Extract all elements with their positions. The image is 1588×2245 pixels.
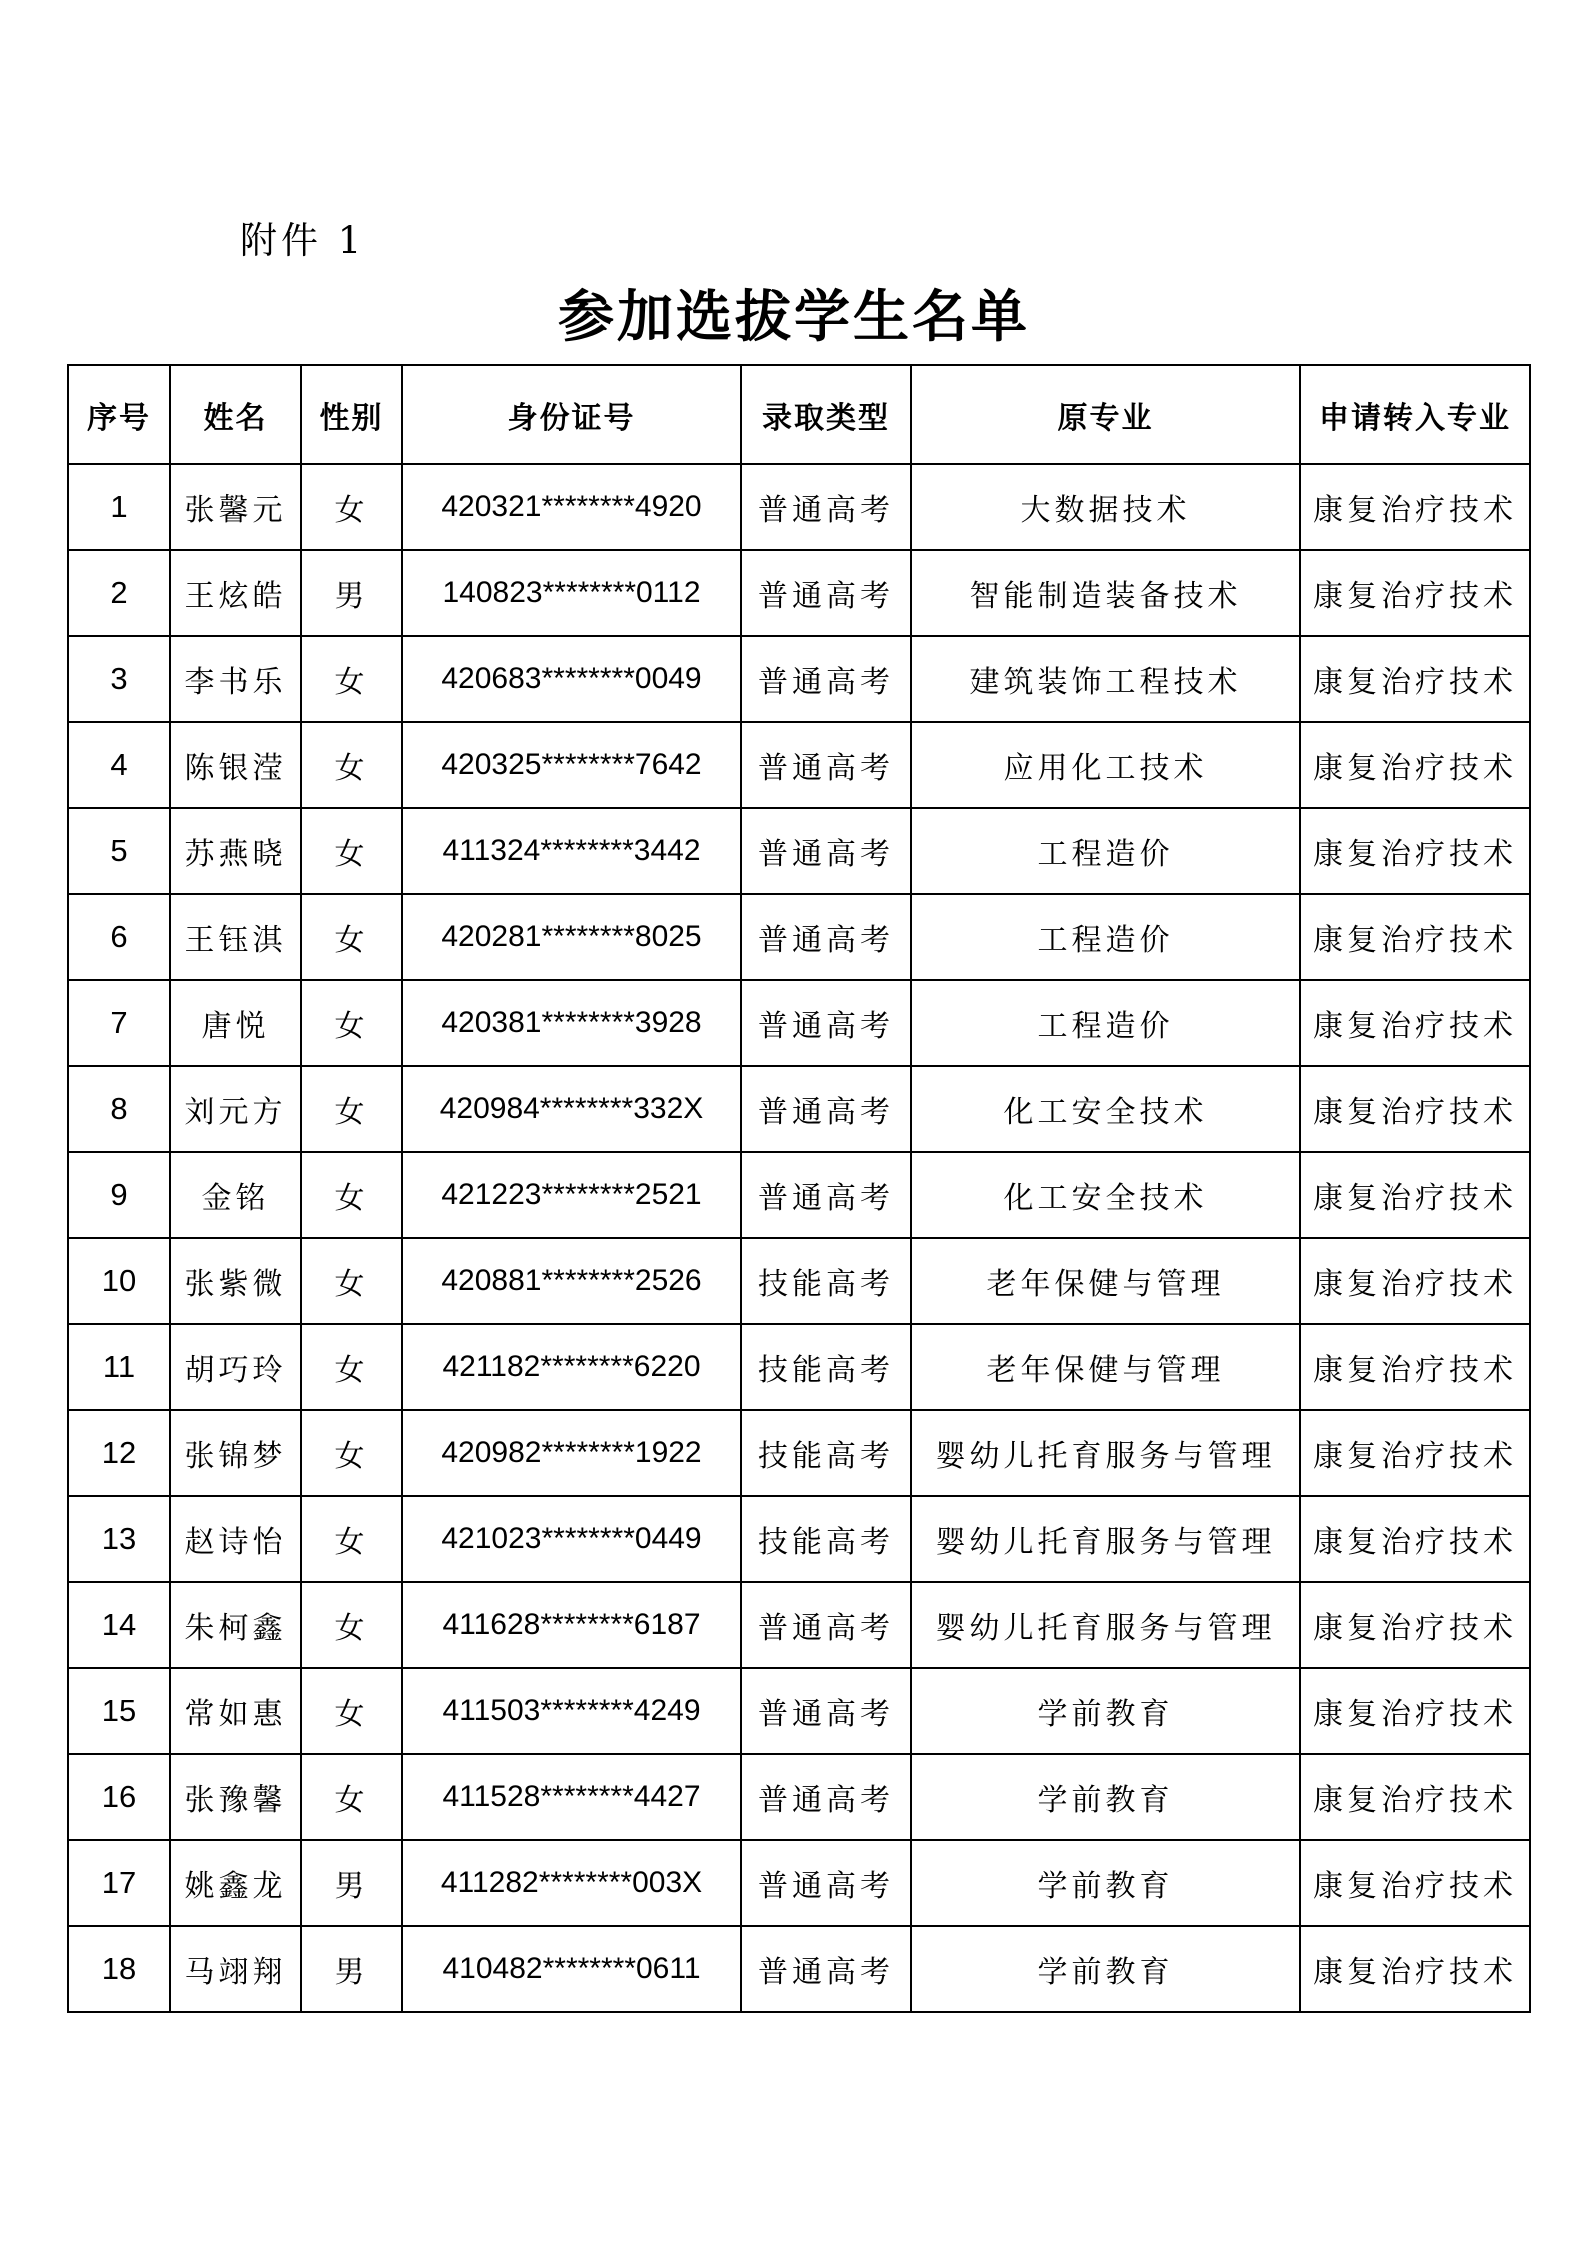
cell-gender: 女 [301,1410,402,1496]
cell-original-major: 工程造价 [911,980,1300,1066]
table-row [68,894,1530,980]
cell-admission-type: 普通高考 [741,1582,911,1668]
cell-id-number: 420281********8025 [402,894,741,980]
cell-target-major: 康复治疗技术 [1300,1152,1530,1238]
table-row [68,1668,1530,1754]
cell-target-major: 康复治疗技术 [1300,1410,1530,1496]
cell-gender: 女 [301,980,402,1066]
table-row [68,1410,1530,1496]
cell-target-major: 康复治疗技术 [1300,1840,1530,1926]
document-title: 参加选拔学生名单 [558,285,1030,350]
cell-serial: 1 [68,464,170,550]
cell-original-major: 老年保健与管理 [911,1324,1300,1410]
cell-name: 金铭 [170,1152,301,1238]
student-roster-table [67,364,1531,2013]
table-row [68,1496,1530,1582]
cell-original-major: 婴幼儿托育服务与管理 [911,1582,1300,1668]
cell-original-major: 学前教育 [911,1668,1300,1754]
cell-id-number: 420984********332X [402,1066,741,1152]
cell-id-number: 411628********6187 [402,1582,741,1668]
cell-name: 张馨元 [170,464,301,550]
cell-target-major: 康复治疗技术 [1300,722,1530,808]
cell-original-major: 化工安全技术 [911,1066,1300,1152]
header-name: 姓名 [170,365,301,464]
cell-id-number: 420325********7642 [402,722,741,808]
cell-admission-type: 普通高考 [741,1152,911,1238]
cell-admission-type: 技能高考 [741,1496,911,1582]
cell-target-major: 康复治疗技术 [1300,894,1530,980]
cell-name: 苏燕晓 [170,808,301,894]
cell-id-number: 421023********0449 [402,1496,741,1582]
cell-target-major: 康复治疗技术 [1300,808,1530,894]
cell-id-number: 411528********4427 [402,1754,741,1840]
cell-serial: 9 [68,1152,170,1238]
cell-serial: 13 [68,1496,170,1582]
cell-original-major: 大数据技术 [911,464,1300,550]
cell-id-number: 420321********4920 [402,464,741,550]
cell-name: 张豫馨 [170,1754,301,1840]
cell-admission-type: 普通高考 [741,1668,911,1754]
cell-original-major: 智能制造装备技术 [911,550,1300,636]
cell-admission-type: 普通高考 [741,894,911,980]
cell-admission-type: 普通高考 [741,1926,911,2012]
cell-name: 常如惠 [170,1668,301,1754]
attachment-label: 附件 1 [240,219,366,262]
table-row [68,1066,1530,1152]
table-body [68,464,1530,2012]
cell-gender: 女 [301,1496,402,1582]
cell-original-major: 学前教育 [911,1926,1300,2012]
table-row [68,980,1530,1066]
cell-serial: 12 [68,1410,170,1496]
cell-admission-type: 普通高考 [741,1840,911,1926]
table-row [68,550,1530,636]
cell-original-major: 建筑装饰工程技术 [911,636,1300,722]
cell-name: 唐悦 [170,980,301,1066]
cell-serial: 16 [68,1754,170,1840]
cell-admission-type: 普通高考 [741,636,911,722]
table-row [68,722,1530,808]
cell-admission-type: 普通高考 [741,550,911,636]
cell-serial: 2 [68,550,170,636]
cell-id-number: 410482********0611 [402,1926,741,2012]
table-row [68,636,1530,722]
cell-serial: 15 [68,1668,170,1754]
cell-admission-type: 普通高考 [741,980,911,1066]
cell-original-major: 应用化工技术 [911,722,1300,808]
cell-original-major: 化工安全技术 [911,1152,1300,1238]
cell-serial: 17 [68,1840,170,1926]
cell-gender: 女 [301,636,402,722]
cell-admission-type: 技能高考 [741,1324,911,1410]
cell-gender: 女 [301,1066,402,1152]
cell-target-major: 康复治疗技术 [1300,980,1530,1066]
cell-original-major: 工程造价 [911,894,1300,980]
cell-id-number: 421182********6220 [402,1324,741,1410]
cell-target-major: 康复治疗技术 [1300,1668,1530,1754]
cell-gender: 男 [301,550,402,636]
cell-gender: 女 [301,808,402,894]
cell-name: 刘元方 [170,1066,301,1152]
cell-serial: 4 [68,722,170,808]
cell-gender: 女 [301,894,402,980]
header-id-number: 身份证号 [402,365,741,464]
cell-name: 姚鑫龙 [170,1840,301,1926]
header-admission-type: 录取类型 [741,365,911,464]
cell-admission-type: 普通高考 [741,1754,911,1840]
cell-serial: 3 [68,636,170,722]
cell-name: 王炫皓 [170,550,301,636]
cell-serial: 18 [68,1926,170,2012]
cell-name: 张紫微 [170,1238,301,1324]
cell-serial: 7 [68,980,170,1066]
cell-name: 王钰淇 [170,894,301,980]
cell-gender: 女 [301,464,402,550]
table-row [68,808,1530,894]
cell-target-major: 康复治疗技术 [1300,1754,1530,1840]
cell-id-number: 420982********1922 [402,1410,741,1496]
table-row [68,1840,1530,1926]
cell-target-major: 康复治疗技术 [1300,1496,1530,1582]
table-row [68,1926,1530,2012]
cell-id-number: 420683********0049 [402,636,741,722]
cell-gender: 女 [301,1754,402,1840]
header-target-major: 申请转入专业 [1300,365,1530,464]
cell-serial: 6 [68,894,170,980]
cell-id-number: 411324********3442 [402,808,741,894]
table-row [68,1238,1530,1324]
cell-original-major: 婴幼儿托育服务与管理 [911,1410,1300,1496]
cell-name: 胡巧玲 [170,1324,301,1410]
cell-admission-type: 普通高考 [741,808,911,894]
cell-original-major: 工程造价 [911,808,1300,894]
cell-gender: 女 [301,1238,402,1324]
cell-target-major: 康复治疗技术 [1300,636,1530,722]
cell-gender: 女 [301,1152,402,1238]
table-row [68,1324,1530,1410]
cell-name: 张锦梦 [170,1410,301,1496]
cell-name: 李书乐 [170,636,301,722]
cell-serial: 8 [68,1066,170,1152]
header-gender: 性别 [301,365,402,464]
cell-name: 朱柯鑫 [170,1582,301,1668]
cell-id-number: 420381********3928 [402,980,741,1066]
cell-admission-type: 普通高考 [741,464,911,550]
cell-gender: 男 [301,1926,402,2012]
cell-admission-type: 技能高考 [741,1238,911,1324]
cell-id-number: 411503********4249 [402,1668,741,1754]
table-row [68,464,1530,550]
cell-serial: 5 [68,808,170,894]
cell-admission-type: 技能高考 [741,1410,911,1496]
cell-target-major: 康复治疗技术 [1300,1324,1530,1410]
cell-id-number: 140823********0112 [402,550,741,636]
cell-admission-type: 普通高考 [741,722,911,808]
table-row [68,1582,1530,1668]
cell-gender: 女 [301,722,402,808]
cell-target-major: 康复治疗技术 [1300,464,1530,550]
cell-serial: 10 [68,1238,170,1324]
cell-admission-type: 普通高考 [741,1066,911,1152]
cell-serial: 14 [68,1582,170,1668]
cell-original-major: 学前教育 [911,1840,1300,1926]
cell-target-major: 康复治疗技术 [1300,1926,1530,2012]
cell-target-major: 康复治疗技术 [1300,1582,1530,1668]
cell-original-major: 老年保健与管理 [911,1238,1300,1324]
header-serial: 序号 [68,365,170,464]
cell-gender: 女 [301,1668,402,1754]
cell-name: 赵诗怡 [170,1496,301,1582]
cell-serial: 11 [68,1324,170,1410]
cell-name: 陈银滢 [170,722,301,808]
cell-target-major: 康复治疗技术 [1300,1066,1530,1152]
cell-target-major: 康复治疗技术 [1300,550,1530,636]
table-row [68,1754,1530,1840]
cell-original-major: 婴幼儿托育服务与管理 [911,1496,1300,1582]
cell-id-number: 421223********2521 [402,1152,741,1238]
header-original-major: 原专业 [911,365,1300,464]
cell-original-major: 学前教育 [911,1754,1300,1840]
cell-gender: 女 [301,1582,402,1668]
cell-name: 马翊翔 [170,1926,301,2012]
cell-gender: 女 [301,1324,402,1410]
cell-gender: 男 [301,1840,402,1926]
table-row [68,1152,1530,1238]
table-header-row [68,365,1530,464]
cell-id-number: 420881********2526 [402,1238,741,1324]
cell-id-number: 411282********003X [402,1840,741,1926]
cell-target-major: 康复治疗技术 [1300,1238,1530,1324]
